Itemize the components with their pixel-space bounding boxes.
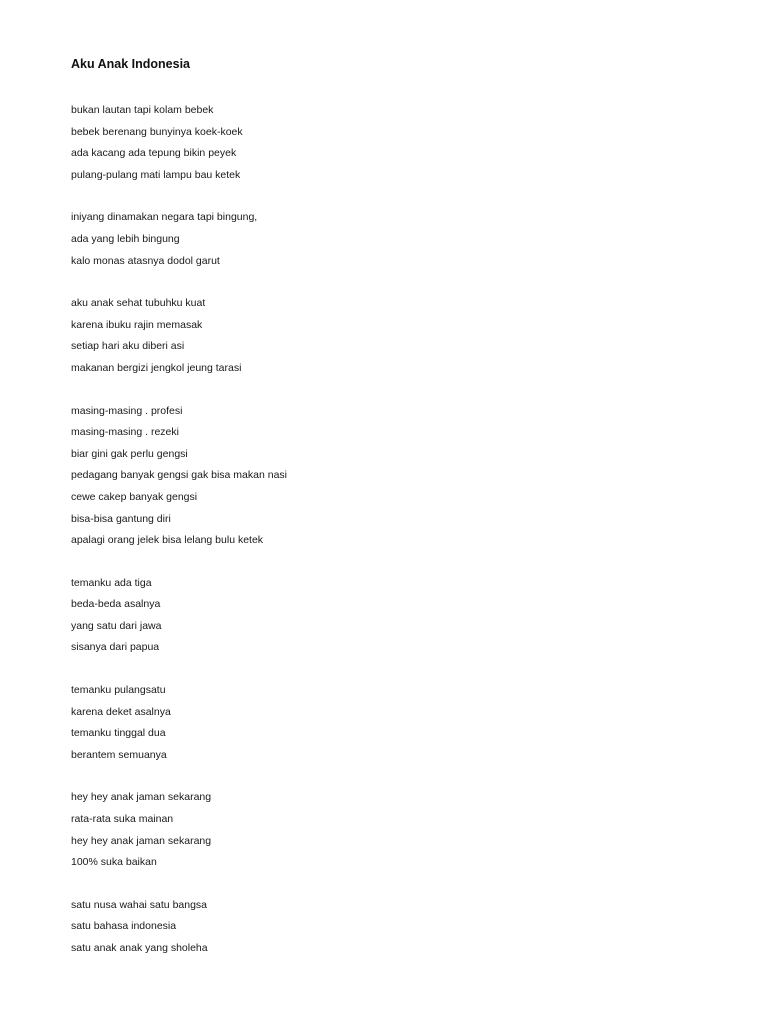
- stanza: [71, 787, 691, 873]
- stanza: [71, 293, 691, 379]
- poem-line: hey hey anak jaman sekarang: [71, 834, 212, 847]
- poem-line: satu bahasa indonesia: [71, 920, 177, 933]
- stanza: [71, 573, 691, 659]
- poem-line: ada yang lebih bingung: [71, 232, 180, 245]
- poem-line: berantem semuanya: [71, 748, 167, 761]
- poem-line: temanku pulangsatu: [71, 684, 166, 697]
- poem-line: temanku ada tiga: [71, 576, 152, 589]
- stanza: [71, 401, 691, 552]
- poem-line: satu anak anak yang sholeha: [71, 942, 208, 954]
- poem-line: apalagi orang jelek bisa lelang bulu ketek: [71, 534, 264, 547]
- poem-line: cewe cakep banyak gengsi: [71, 490, 198, 503]
- poem-line: satu nusa wahai satu bangsa: [71, 898, 208, 911]
- poem-line: beda-beda asalnya: [71, 598, 161, 611]
- poem-line: setiap hari aku diberi asi: [71, 340, 185, 353]
- document-title: Aku Anak Indonesia: [71, 57, 191, 71]
- poem-line: makanan bergizi jengkol jeung tarasi: [71, 361, 242, 374]
- poem-line: karena ibuku rajin memasak: [71, 318, 203, 331]
- poem-line: karena deket asalnya: [71, 705, 171, 718]
- poem-line: masing-masing . rezeki: [71, 426, 179, 439]
- poem-line: bebek berenang bunyinya koek-koek: [71, 125, 243, 138]
- poem-line: aku anak sehat tubuhku kuat: [71, 297, 206, 310]
- document-page: [71, 56, 691, 981]
- poem-line: sisanya dari papua: [71, 641, 160, 654]
- stanza: [71, 100, 691, 186]
- stanza: [71, 680, 691, 766]
- poem-line: biar gini gak perlu gengsi: [71, 447, 188, 460]
- poem-line: masing-masing . profesi: [71, 404, 183, 417]
- poem-line: kalo monas atasnya dodol garut: [71, 254, 220, 267]
- poem-line: iniyang dinamakan negara tapi bingung,: [71, 211, 258, 224]
- poem-line: pedagang banyak gengsi gak bisa makan nasi: [71, 469, 287, 482]
- poem-line: ada kacang ada tepung bikin peyek: [71, 147, 237, 160]
- poem-line: 100% suka baikan: [71, 856, 157, 869]
- stanza: [71, 895, 691, 960]
- poem-line: hey hey anak jaman sekarang: [71, 791, 212, 804]
- poem-line: yang satu dari jawa: [71, 619, 162, 632]
- poem-line: bukan lautan tapi kolam bebek: [71, 104, 214, 116]
- stanza: [71, 207, 691, 272]
- poem-line: rata-rata suka mainan: [71, 813, 174, 826]
- poem-line: pulang-pulang mati lampu bau ketek: [71, 168, 241, 181]
- poem-line: temanku tinggal dua: [71, 727, 166, 740]
- poem-line: bisa-bisa gantung diri: [71, 512, 171, 525]
